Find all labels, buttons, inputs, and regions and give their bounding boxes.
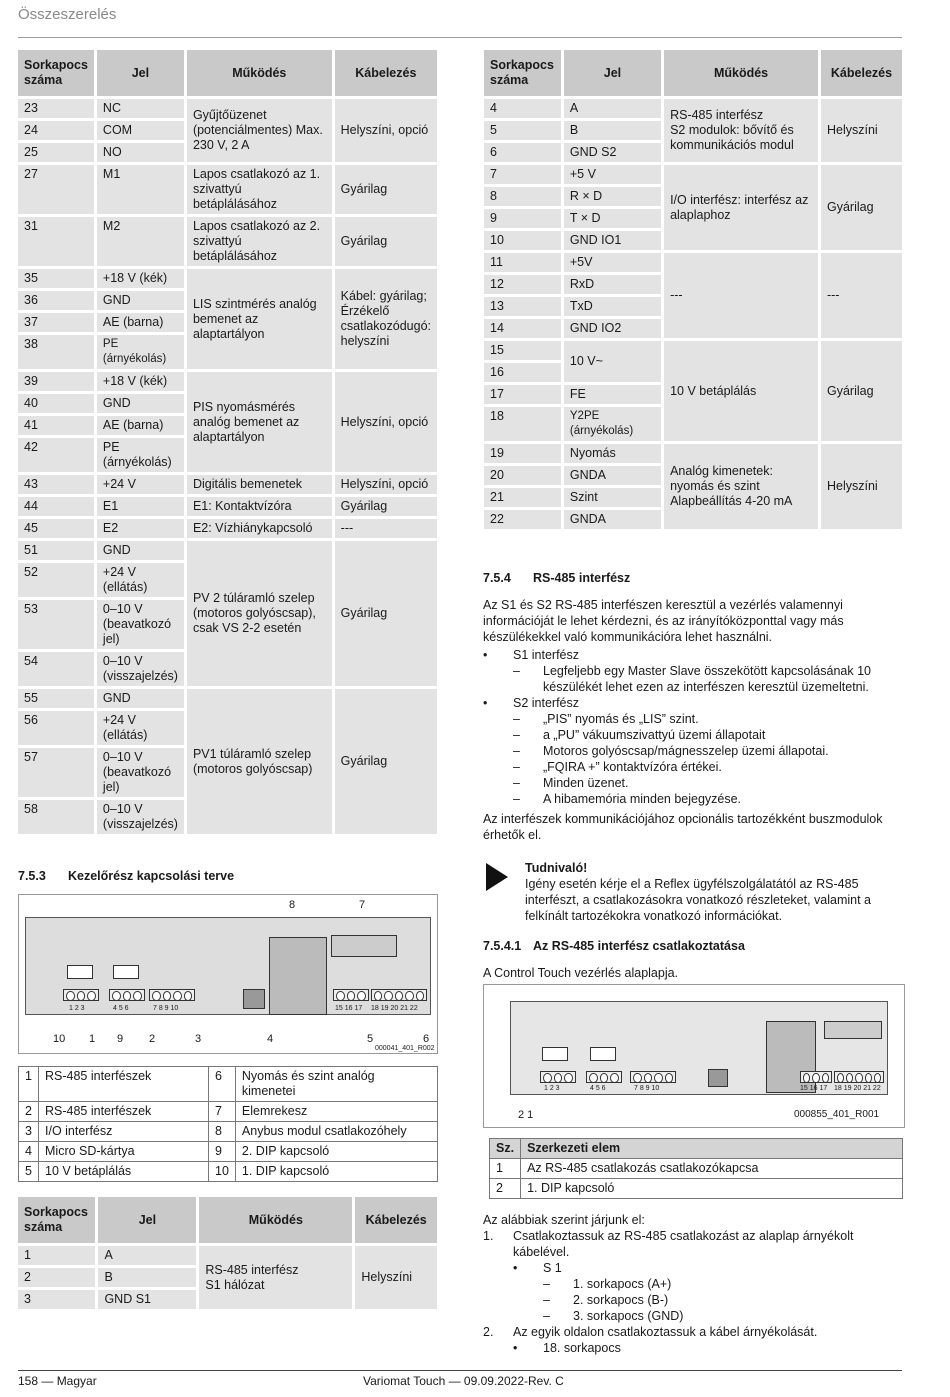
cell: NO	[97, 143, 184, 162]
cell: 1. DIP kapcsoló	[235, 1162, 437, 1182]
cell: 16	[484, 363, 561, 382]
terminal-table-right	[481, 47, 905, 532]
cell: 24	[18, 121, 94, 140]
cell: 56	[18, 711, 94, 745]
cell: E1: Kontaktvízóra	[187, 497, 332, 516]
cell: GND S2	[564, 143, 661, 162]
cell: 45	[18, 519, 94, 538]
header-title: Összeszerelés	[18, 6, 117, 23]
cell: Helyszíni, opció	[335, 99, 437, 162]
cell: Digitális bemenetek	[187, 475, 332, 494]
cell: +5V	[564, 253, 661, 272]
terminal-label: 18 19 20 21 22	[371, 1005, 418, 1012]
cell: 19	[484, 444, 561, 463]
cell: +24 V (ellátás)	[97, 711, 184, 745]
figure-code: 000855_401_R001	[794, 1109, 880, 1120]
footer-rule	[18, 1370, 902, 1371]
cell: GND	[97, 541, 184, 560]
cell: Micro SD-kártya	[39, 1142, 209, 1162]
cell: Helyszíni	[821, 99, 902, 162]
cell: 21	[484, 488, 561, 507]
cell: 0–10 V (beavatkozó jel)	[97, 748, 184, 797]
cell: Gyűjtőüzenet (potenciálmentes) Max. 230 V, 2 A	[187, 99, 332, 162]
battery-compartment	[331, 935, 397, 957]
terminal-block-7-10	[630, 1071, 676, 1083]
cell: Gyárilag	[821, 165, 902, 250]
cell: 18	[484, 407, 561, 441]
cell: +24 V	[97, 475, 184, 494]
cell: Gyárilag	[335, 217, 437, 266]
cell: 7	[209, 1102, 236, 1122]
cell: 41	[18, 416, 94, 435]
cell: Lapos csatlakozó az 1. szivattyú betáplálásához	[187, 165, 332, 214]
cell: 20	[484, 466, 561, 485]
step-number: 2.	[483, 1325, 494, 1339]
micro-sd-slot	[708, 1069, 728, 1087]
cell: AE (barna)	[97, 416, 184, 435]
note-text: Igény esetén kérje el a Reflex ügyfélszolgálatától az RS-485 interfészt, a csatlakozásokra vonatkozó részleteket, valamint a felkínált tartozékokra vonatkozó információkat.	[525, 877, 871, 923]
section-heading-753	[18, 869, 234, 883]
cell: Helyszíni, opció	[335, 475, 437, 494]
bullet-text: 2. sorkapocs (B-)	[573, 1293, 669, 1307]
sub-bullet: – 2. sorkapocs (B-)	[543, 1293, 669, 1307]
cell: Szint	[564, 488, 661, 507]
steps-intro: Az alábbiak szerint járjunk el:	[483, 1213, 645, 1227]
callout: 10	[53, 1033, 66, 1045]
list-item: – Legfeljebb egy Master Slave összekötött kapcsolásának 10 készülékét lehet ezen az interfészen keresztül üzemeltetni.	[513, 664, 871, 694]
col-header: Sorkapocs száma	[484, 50, 561, 96]
terminal-label: 7 8 9 10	[634, 1085, 660, 1092]
cell: 1	[18, 1246, 95, 1265]
cell: 12	[484, 275, 561, 294]
col-header: Jel	[97, 50, 184, 96]
cell: I/O interfész	[39, 1122, 209, 1142]
terminal-label: 1 2 3	[69, 1005, 85, 1012]
col-header: Sorkapocs száma	[18, 50, 94, 96]
terminal-label: 4 5 6	[590, 1085, 606, 1092]
cell: Anybus modul csatlakozóhely	[235, 1122, 437, 1142]
cell-line: Analóg kimenetek: nyomás és szint	[670, 464, 773, 493]
cell: 4	[19, 1142, 39, 1162]
cell: GND	[97, 394, 184, 413]
cell: 3	[18, 1290, 95, 1309]
cell: GNDA	[564, 466, 661, 485]
cell: 23	[18, 99, 94, 118]
cell: 1	[19, 1067, 39, 1102]
callout: 1	[89, 1033, 96, 1045]
section-heading-7541	[483, 939, 745, 953]
cell: NC	[97, 99, 184, 118]
bullet-text: 3. sorkapocs (GND)	[573, 1309, 684, 1323]
bullet-text: 18. sorkapocs	[543, 1341, 621, 1355]
cell: 22	[484, 510, 561, 529]
cell: 53	[18, 600, 94, 649]
section-title: RS-485 interfész	[533, 571, 631, 585]
cell: 8	[484, 187, 561, 206]
cell: 58	[18, 800, 94, 834]
cell: 40	[18, 394, 94, 413]
section-heading-754	[483, 571, 630, 585]
cell: Gyárilag	[335, 689, 437, 834]
cell: 52	[18, 563, 94, 597]
cell-line: RS-485 interfész	[670, 108, 764, 122]
cell: 11	[484, 253, 561, 272]
cell: B	[98, 1268, 196, 1287]
dip-switch-2	[590, 1047, 616, 1061]
cell: E2: Vízhiánykapcsoló	[187, 519, 332, 538]
cell: Y2PE (árnyékolás)	[564, 407, 661, 441]
control-wiring-diagram	[18, 894, 438, 1054]
cell-line: S1 hálózat	[205, 1277, 265, 1292]
cell: 51	[18, 541, 94, 560]
terminal-block-4-6	[586, 1071, 622, 1083]
cell: 9	[484, 209, 561, 228]
cell: PIS nyomásmérés analóg bemenet az alaptartályon	[187, 372, 332, 472]
col-header: Jel	[98, 1197, 196, 1243]
list-item-text: a „PU” vákuumszivattyú üzemi állapotait	[543, 728, 766, 742]
cell: GND	[97, 291, 184, 310]
list-item-text: Motoros golyóscsap/mágnesszelep üzemi állapotai.	[543, 744, 829, 758]
cell: Elemrekesz	[235, 1102, 437, 1122]
cell: Helyszíni	[355, 1246, 437, 1309]
cell: 35	[18, 269, 94, 288]
callout: 3	[195, 1033, 202, 1045]
cell: 38	[18, 335, 94, 369]
steps-block	[483, 1212, 903, 1356]
legend-table	[18, 1066, 438, 1182]
cell: Nyomás	[564, 444, 661, 463]
cell: 2. DIP kapcsoló	[235, 1142, 437, 1162]
paragraph: Az S1 és S2 RS-485 interfészen keresztül a vezérlés valamennyi információját le lehet kérdezni, és az irányítóközponttal vagy más készülékekkel való kommunikációra lehet használni.	[483, 598, 844, 644]
col-header: Működés	[664, 50, 818, 96]
step-number: 1.	[483, 1229, 494, 1243]
cell: 0–10 V (visszajelzés)	[97, 800, 184, 834]
cell: A	[564, 99, 661, 118]
interface-list	[483, 647, 903, 807]
cell: 36	[18, 291, 94, 310]
cell: GND IO1	[564, 231, 661, 250]
callout: 8	[289, 899, 296, 911]
section-number: 7.5.4.1	[483, 939, 522, 953]
cell-line: Alapbeállítás 4-20 mA	[670, 494, 793, 508]
battery-compartment	[824, 1021, 882, 1039]
cell: 44	[18, 497, 94, 516]
cell: Gyárilag	[821, 341, 902, 441]
list-item: • S1 interfész	[483, 647, 903, 663]
list-item: – Motoros golyóscsap/mágnesszelep üzemi állapotai.	[513, 744, 829, 758]
cell: 25	[18, 143, 94, 162]
cell: 27	[18, 165, 94, 214]
cell: 10	[484, 231, 561, 250]
cell: 37	[18, 313, 94, 332]
cell-line: RS-485 interfész	[205, 1262, 299, 1277]
step-text: Az egyik oldalon csatlakoztassuk a kábel árnyékolását.	[513, 1325, 818, 1339]
cell: E1	[97, 497, 184, 516]
cell: AE (barna)	[97, 313, 184, 332]
figure-code: 000041_401_R002	[375, 1045, 435, 1052]
sub-bullet: – 3. sorkapocs (GND)	[543, 1309, 684, 1323]
bullet: • 18. sorkapocs	[513, 1341, 621, 1355]
cell: TxD	[564, 297, 661, 316]
cell: PE (árnyékolás)	[97, 438, 184, 472]
header-rule	[18, 37, 902, 38]
dip-switch-1	[542, 1047, 568, 1061]
terminal-label: 4 5 6	[113, 1005, 129, 1012]
col-header: Sorkapocs száma	[18, 1197, 95, 1243]
cell: +18 V (kék)	[97, 269, 184, 288]
cell: 42	[18, 438, 94, 472]
cell: PE (árnyékolás)	[97, 335, 184, 369]
bullet: • S 1	[513, 1261, 562, 1275]
bullet-text: 1. sorkapocs (A+)	[573, 1277, 672, 1291]
cell: 1	[490, 1159, 521, 1179]
cell: 6	[209, 1067, 236, 1102]
cell: 39	[18, 372, 94, 391]
callout: 6	[423, 1033, 430, 1045]
list-item: – „FQIRA +” kontaktvízóra értékei.	[513, 760, 722, 774]
callout: 2	[149, 1033, 156, 1045]
list-item: – A hibamemória minden bejegyzése.	[513, 792, 742, 806]
col-header: Sz.	[490, 1139, 521, 1159]
cell: 0–10 V (visszajelzés)	[97, 652, 184, 686]
cell: GND S1	[98, 1290, 196, 1309]
cell: Az RS-485 csatlakozás csatlakozókapcsa	[521, 1159, 903, 1179]
cell: GNDA	[564, 510, 661, 529]
note-block	[525, 860, 903, 924]
step-1	[483, 1228, 903, 1260]
component-table	[489, 1138, 903, 1199]
terminal-block-18-22	[371, 989, 427, 1001]
terminal-label: 15 16 17	[335, 1005, 363, 1012]
terminal-block-18-22	[834, 1071, 884, 1083]
cell: 0–10 V (beavatkozó jel)	[97, 600, 184, 649]
cell: ---	[335, 519, 437, 538]
terminal-block-7-10	[149, 989, 195, 1001]
list-item-text: Legfeljebb egy Master Slave összekötött kapcsolásának 10 készülékét lehet ezen az interfészen keresztül üzemeltetni.	[543, 664, 871, 694]
callout: 2 1	[518, 1109, 534, 1121]
cell	[664, 99, 818, 162]
cell: 31	[18, 217, 94, 266]
col-header: Szerkezeti elem	[521, 1139, 903, 1159]
cell: +5 V	[564, 165, 661, 184]
cell: Gyárilag	[335, 541, 437, 686]
cell: FE	[564, 385, 661, 404]
callout: 7	[359, 899, 366, 911]
mainboard-diagram	[483, 984, 905, 1128]
cell: RS-485 interfészek	[39, 1067, 209, 1102]
cell: 55	[18, 689, 94, 708]
cell: 10 V~	[564, 341, 661, 382]
cell: +24 V (ellátás)	[97, 563, 184, 597]
footer-page: 158 — Magyar	[18, 1374, 97, 1388]
micro-sd-slot	[243, 989, 265, 1009]
cell	[664, 444, 818, 529]
cell: 6	[484, 143, 561, 162]
cell: R × D	[564, 187, 661, 206]
cell: 1. DIP kapcsoló	[521, 1179, 903, 1199]
callout: 4	[267, 1033, 274, 1045]
cell: 17	[484, 385, 561, 404]
note-title: Tudnivaló!	[525, 861, 588, 875]
col-header: Jel	[564, 50, 661, 96]
terminal-block-1-3	[540, 1071, 576, 1083]
cell: 2	[18, 1268, 95, 1287]
terminal-label: 7 8 9 10	[153, 1005, 179, 1012]
cell: 4	[484, 99, 561, 118]
cell: GND	[97, 689, 184, 708]
cell: ---	[821, 253, 902, 338]
terminal-table-s1	[15, 1194, 440, 1312]
cell: Gyárilag	[335, 165, 437, 214]
cell: RxD	[564, 275, 661, 294]
cell: 13	[484, 297, 561, 316]
list-item-text: Minden üzenet.	[543, 776, 629, 790]
section-title: Kezelőrész kapcsolási terve	[68, 869, 235, 883]
cell: 5	[19, 1162, 39, 1182]
cell: B	[564, 121, 661, 140]
terminal-label: 15 16 17	[800, 1085, 828, 1092]
cell	[199, 1246, 352, 1309]
cell: 15	[484, 341, 561, 360]
cell: Helyszíni	[821, 444, 902, 529]
anybus-slot	[269, 937, 327, 1015]
cell-line: S2 modulok: bővítő és kommunikációs modul	[670, 123, 794, 152]
cell: LIS szintmérés analóg bemenet az alaptartályon	[187, 269, 332, 369]
cell: Helyszíni, opció	[335, 372, 437, 472]
cell: COM	[97, 121, 184, 140]
cell: PV1 túláramló szelep (motoros golyóscsap)	[187, 689, 332, 834]
footer-doc: Variomat Touch — 09.09.2022-Rev. C	[363, 1374, 564, 1388]
section-number: 7.5.3	[18, 869, 46, 883]
col-header: Kábelezés	[355, 1197, 437, 1243]
cell: Kábel: gyárilag; Érzékelő csatlakozódugó: helyszíni	[335, 269, 437, 369]
list-item-text: A hibamemória minden bejegyzése.	[543, 792, 742, 806]
cell: 10 V betáplálás	[664, 341, 818, 441]
cell: M1	[97, 165, 184, 214]
cell: GND IO2	[564, 319, 661, 338]
cell: 14	[484, 319, 561, 338]
terminal-block-15-17	[333, 989, 369, 1001]
cell: 5	[484, 121, 561, 140]
cell: 9	[209, 1142, 236, 1162]
cell: M2	[97, 217, 184, 266]
cell: A	[98, 1246, 196, 1265]
cell: 10	[209, 1162, 236, 1182]
cell: PV 2 túláramló szelep (motoros golyóscsap), csak VS 2-2 esetén	[187, 541, 332, 686]
section-number: 7.5.4	[483, 571, 511, 585]
col-header: Működés	[187, 50, 332, 96]
section-title: Az RS-485 interfész csatlakoztatása	[533, 939, 745, 953]
col-header: Kábelezés	[821, 50, 902, 96]
cell: 2	[490, 1179, 521, 1199]
cell: I/O interfész: interfész az alaplaphoz	[664, 165, 818, 250]
terminal-block-1-3	[63, 989, 99, 1001]
cell: 2	[19, 1102, 39, 1122]
col-header: Működés	[199, 1197, 352, 1243]
callout: 5	[367, 1033, 374, 1045]
cell: T × D	[564, 209, 661, 228]
terminal-label: 1 2 3	[544, 1085, 560, 1092]
terminal-block-15-17	[800, 1071, 832, 1083]
col-header: Kábelezés	[335, 50, 437, 96]
terminal-table-main	[15, 47, 440, 837]
list-item: – „PIS” nyomás és „LIS” szint.	[513, 712, 699, 726]
list-item: • S2 interfész	[483, 695, 903, 711]
list-item: – Minden üzenet.	[513, 776, 629, 790]
terminal-block-4-6	[109, 989, 145, 1001]
cell: 57	[18, 748, 94, 797]
cell: 8	[209, 1122, 236, 1142]
list-item-text: „FQIRA +” kontaktvízóra értékei.	[543, 760, 722, 774]
paragraph: A Control Touch vezérlés alaplapja.	[483, 966, 679, 980]
cell: Lapos csatlakozó az 2. szivattyú betáplálásához	[187, 217, 332, 266]
cell: 43	[18, 475, 94, 494]
list-item: – a „PU” vákuumszivattyú üzemi állapotait	[513, 728, 766, 742]
cell: Nyomás és szint analóg kimenetei	[235, 1067, 437, 1102]
paragraph: Az interfészek kommunikációjához opcionális tartozékként buszmodulok érhetők el.	[483, 812, 883, 842]
sub-bullet: – 1. sorkapocs (A+)	[543, 1277, 672, 1291]
cell: +18 V (kék)	[97, 372, 184, 391]
dip-switch-2	[113, 965, 139, 979]
terminal-label: 18 19 20 21 22	[834, 1085, 881, 1092]
step-2	[483, 1324, 903, 1340]
cell: 10 V betáplálás	[39, 1162, 209, 1182]
cell: 7	[484, 165, 561, 184]
cell: Gyárilag	[335, 497, 437, 516]
cell: ---	[664, 253, 818, 338]
callout: 9	[117, 1033, 124, 1045]
step-text: Csatlakoztassuk az RS-485 csatlakozást az alaplap árnyékolt kábelével.	[513, 1229, 854, 1259]
cell: 54	[18, 652, 94, 686]
dip-switch-1	[67, 965, 93, 979]
note-arrow-icon	[486, 863, 508, 891]
bullet-text: S 1	[543, 1261, 562, 1275]
list-item-text: „PIS” nyomás és „LIS” szint.	[543, 712, 699, 726]
cell: E2	[97, 519, 184, 538]
cell: RS-485 interfészek	[39, 1102, 209, 1122]
cell: 3	[19, 1122, 39, 1142]
